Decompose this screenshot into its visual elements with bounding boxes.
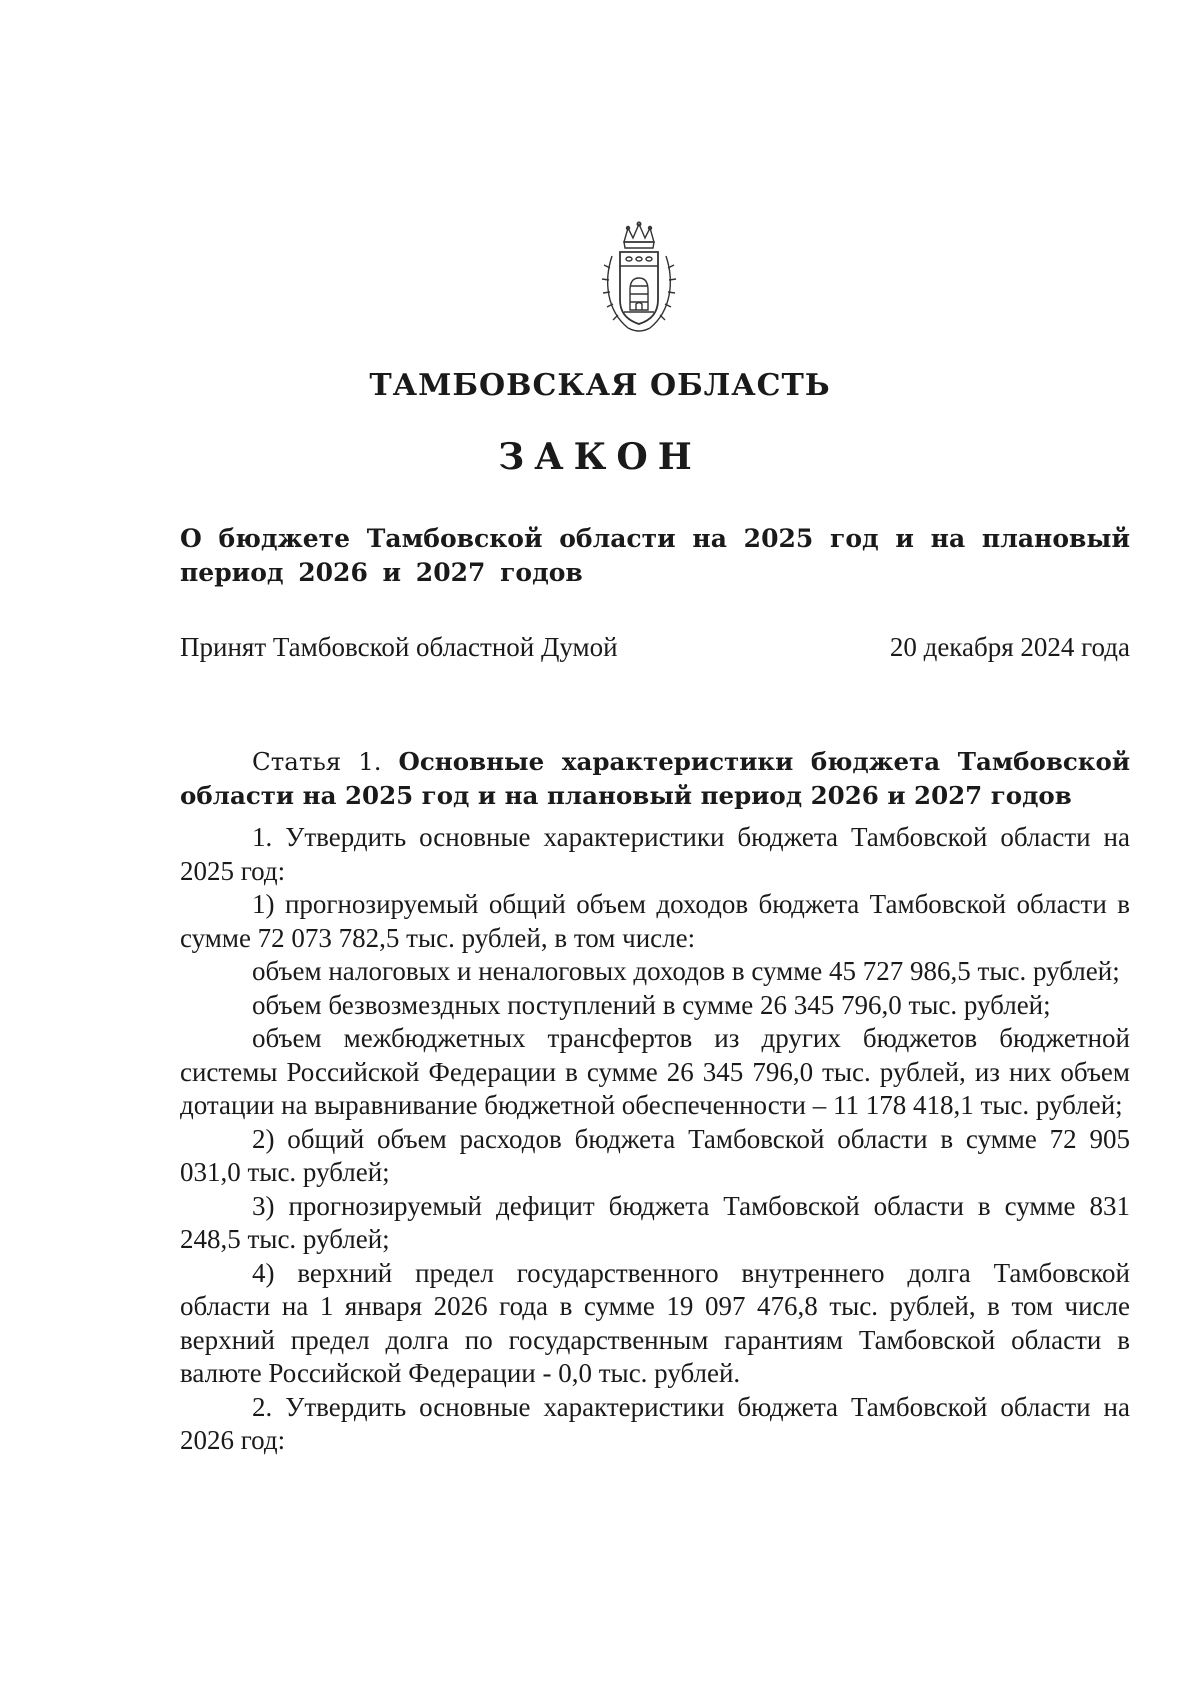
paragraph: 3) прогнозируемый дефицит бюджета Тамбовской области в сумме 831 248,5 тыс. рублей; — [180, 1190, 1130, 1254]
adopted-by: Принят Тамбовской областной Думой — [180, 632, 618, 662]
article-number: Статья 1. — [252, 747, 382, 776]
adoption-date: 20 декабря 2024 года — [889, 632, 1130, 662]
article-title: Основные характеристики бюджета Тамбовской области на 2025 год и на плановый период 2026 и 2027 годов — [180, 747, 1130, 810]
paragraph: 4) верхний предел государственного внутреннего долга Тамбовской области на 1 января 2026 года в сумме 19 097 476,8 тыс. рублей, в том числе верхний предел долга по государственным гарантиям Тамбовской области в валюте Российской Федерации - 0,0 тыс. рублей. — [180, 1257, 1130, 1388]
paragraph: 1. Утвердить основные характеристики бюджета Тамбовской области на 2025 год: — [180, 822, 1130, 886]
region-title: ТАМБОВСКАЯ ОБЛАСТЬ — [369, 368, 831, 403]
paragraph: объем безвозмездных поступлений в сумме 26 345 796,0 тыс. рублей; — [252, 989, 1051, 1020]
article-body — [180, 821, 1130, 1458]
paragraph: объем межбюджетных трансфертов из других бюджетов бюджетной системы Российской Федерации в сумме 26 345 796,0 тыс. рублей, из них объем дотации на выравнивание бюджетной обеспеченности – 11 178 418,1 тыс. рублей; — [180, 1023, 1130, 1120]
law-title: О бюджете Тамбовской области на 2025 год и на плановый период 2026 и 2027 годов — [180, 524, 1130, 587]
paragraph: 2) общий объем расходов бюджета Тамбовской области в сумме 72 905 031,0 тыс. рублей; — [180, 1123, 1130, 1187]
document-type: ЗАКОН — [498, 436, 702, 478]
paragraph: 1) прогнозируемый общий объем доходов бюджета Тамбовской области в сумме 72 073 782,5 тыс. рублей, в том числе: — [180, 889, 1130, 953]
tambov-coat-of-arms-icon — [598, 220, 680, 340]
paragraph: 2. Утвердить основные характеристики бюджета Тамбовской области на 2026 год: — [180, 1391, 1130, 1455]
article-1 — [180, 745, 1130, 1458]
paragraph: объем налоговых и неналоговых доходов в сумме 45 727 986,5 тыс. рублей; — [252, 956, 1120, 986]
article-heading — [180, 745, 1130, 813]
